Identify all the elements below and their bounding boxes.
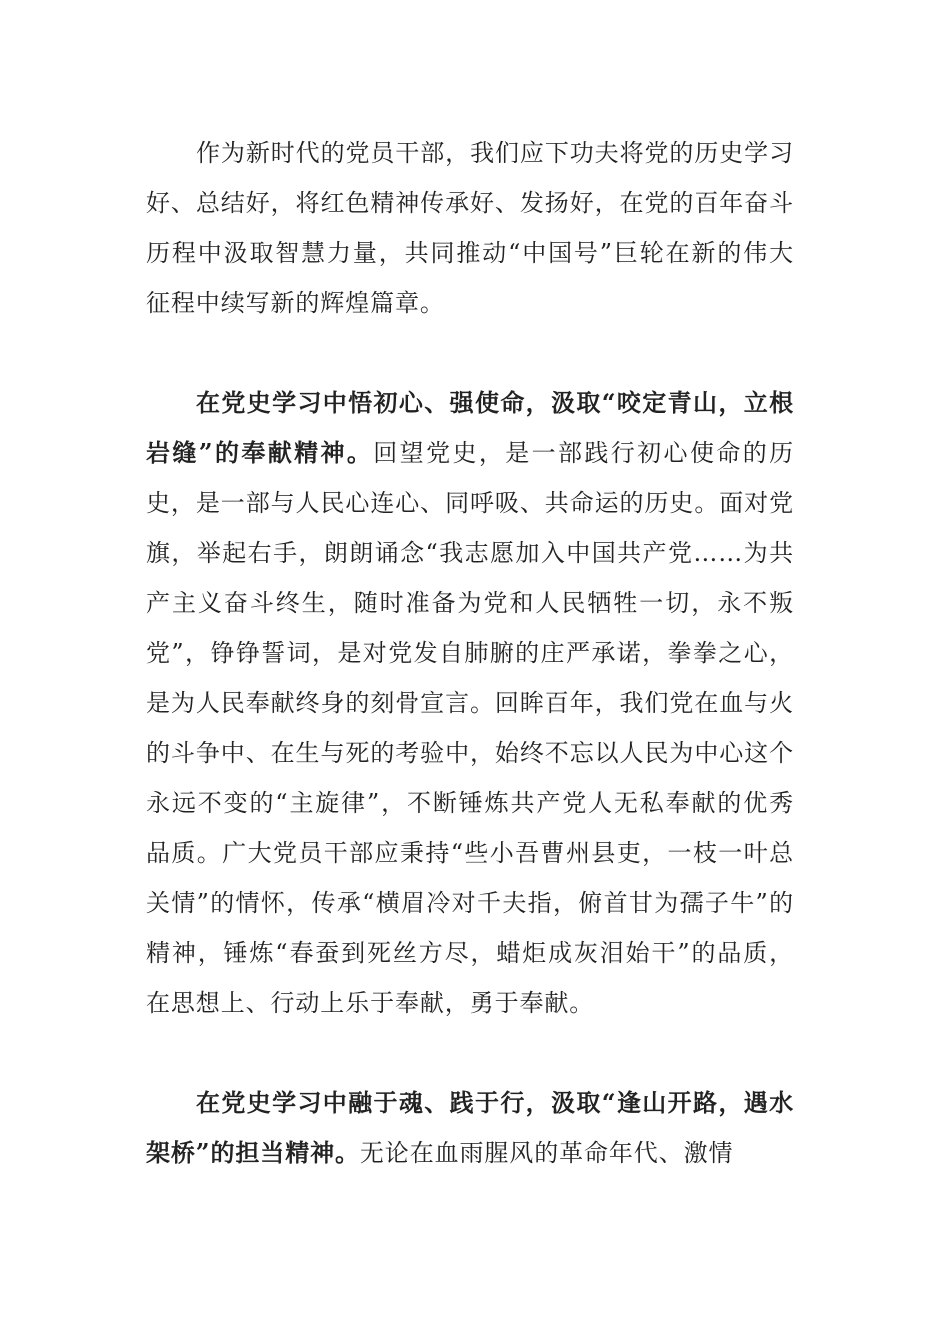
paragraph-dedication — [146, 378, 794, 1028]
paragraph-gap — [146, 328, 794, 378]
document-page — [146, 128, 794, 1178]
paragraph-dedication-text: 回望党史，是一部践行初心使命的历史，是一部与人民心连心、同呼吸、共命运的历史。面对党旗，举起右手，朗朗诵念“我志愿加入中国共产党……为共产主义奋斗终生，随时准备为党和人民牺牲一切，永不叛党”，铮铮誓词，是对党发自肺腑的庄严承诺，拳拳之心，是为人民奉献终身的刻骨宣言。回眸百年，我们党在血与火的斗争中、在生与死的考验中，始终不忘以人民为中心这个永远不变的“主旋律”，不断锤炼共产党人无私奉献的优秀品质。广大党员干部应秉持“些小吾曹州县吏，一枝一叶总关情”的情怀，传承“横眉冷对千夫指，俯首甘为孺子牛”的精神，锤炼“春蚕到死丝方尽，蜡炬成灰泪始干”的品质，在思想上、行动上乐于奉献，勇于奉献。 — [146, 439, 795, 1017]
paragraph-responsibility-heading: 在党史学习中融于魂、践于行，汲取“逢山开路，遇水架桥”的担当精神。 — [146, 1088, 794, 1167]
paragraph-intro-text: 作为新时代的党员干部，我们应下功夫将党的历史学习好、总结好，将红色精神传承好、发扬好，在党的百年奋斗历程中汲取智慧力量，共同推动“中国号”巨轮在新的伟大征程中续写新的辉煌篇章。 — [146, 139, 794, 317]
paragraph-responsibility — [146, 1078, 794, 1178]
paragraph-gap — [146, 1028, 794, 1078]
paragraph-intro — [146, 128, 794, 328]
paragraph-dedication-heading: 在党史学习中悟初心、强使命，汲取“咬定青山，立根岩缝”的奉献精神。 — [146, 388, 794, 467]
paragraph-responsibility-text: 无论在血雨腥风的革命年代、激情 — [359, 1139, 734, 1167]
